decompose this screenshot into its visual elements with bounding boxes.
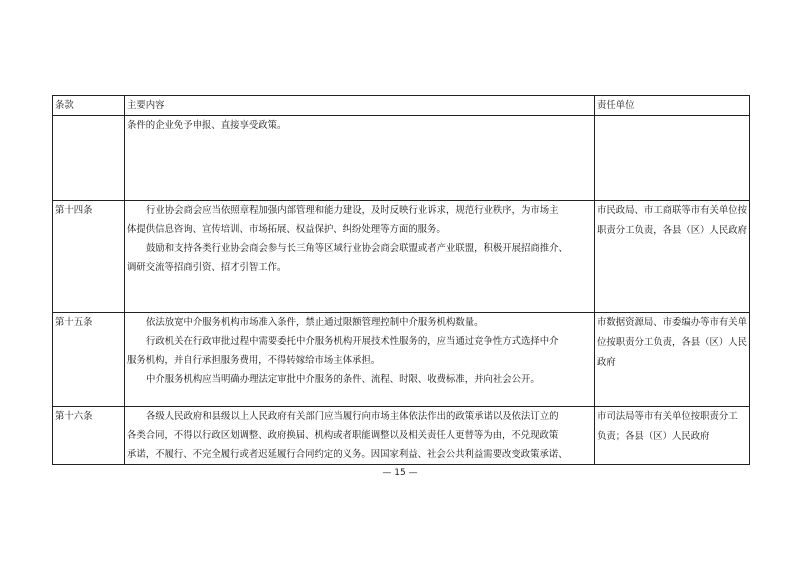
clause-cell [53, 116, 125, 201]
content-cell [125, 116, 595, 201]
table-row [53, 116, 750, 201]
responsibility-table [52, 95, 750, 465]
header-clause: 条款 [53, 96, 125, 116]
page-number: — 15 — [382, 468, 418, 478]
responsible-line: 职责分工负责，各县（区）人民政府 [597, 225, 748, 236]
responsible-line: 市司法局等市有关单位按职责分工 [597, 411, 738, 422]
content-line: 承诺，不履行、不完全履行或者迟延履行合同约定的义务。因国家利益、社会公共利益需要改变政策承诺、 [127, 449, 568, 460]
content-line: 中介服务机构应当明确办理法定审批中介服务的条件、流程、时限、收费标准，并向社会公开。 [146, 374, 540, 385]
content-line: 服务机构，并自行承担服务费用，不得转嫁给市场主体承担。 [127, 355, 381, 366]
content-line: 体提供信息咨询、宣传培训、市场拓展、权益保护、纠纷处理等方面的服务。 [127, 224, 446, 235]
responsible-line: 市民政局、市工商联等市有关单位按 [597, 205, 748, 216]
content-line: 各类合同，不得以行政区划调整、政府换届、机构或者职能调整以及相关责任人更替等为由，不兑现政策 [127, 430, 559, 441]
content-line: 条件的企业免予申报、直接享受政策。 [127, 120, 287, 131]
clause-cell: 第十四条 [53, 201, 125, 313]
content-line: 各级人民政府和县级以上人民政府有关部门应当履行向市场主体依法作出的政策承诺以及依法订立的 [146, 411, 559, 422]
content-line: 依法放宽中介服务机构市场准入条件，禁止通过限额管理控制中介服务机构数量。 [146, 317, 484, 328]
header-responsible: 责任单位 [595, 96, 750, 116]
content-line: 行政机关在行政审批过程中需要委托中介服务机构开展技术性服务的，应当通过竞争性方式选择中介 [146, 336, 559, 347]
content-cell [125, 201, 595, 313]
content-line: 调研交流等招商引资、招才引智工作。 [127, 262, 287, 273]
table-row [53, 407, 750, 465]
table-row [53, 201, 750, 313]
responsible-cell [595, 201, 750, 313]
content-line: 鼓励和支持各类行业协会商会参与长三角等区域行业协会商会联盟或者产业联盟，积极开展招商推介、 [146, 243, 568, 254]
header-content: 主要内容 [125, 96, 595, 116]
table-row [53, 313, 750, 407]
responsible-cell [595, 116, 750, 201]
clause-cell: 第十六条 [53, 407, 125, 465]
responsible-line: 市数据资源局、市委编办等市有关单 [597, 317, 748, 328]
clause-cell: 第十五条 [53, 313, 125, 407]
table-header-row [53, 96, 750, 116]
content-line: 行业协会商会应当依照章程加强内部管理和能力建设，及时反映行业诉求，规范行业秩序，为市场主 [146, 205, 559, 216]
responsible-cell [595, 407, 750, 465]
responsible-line: 位按职责分工负责，各县（区）人民 [597, 337, 748, 348]
content-cell [125, 313, 595, 407]
responsible-line: 政府 [597, 357, 616, 368]
content-cell [125, 407, 595, 465]
responsible-line: 负责；各县（区）人民政府 [597, 431, 710, 442]
responsible-cell [595, 313, 750, 407]
